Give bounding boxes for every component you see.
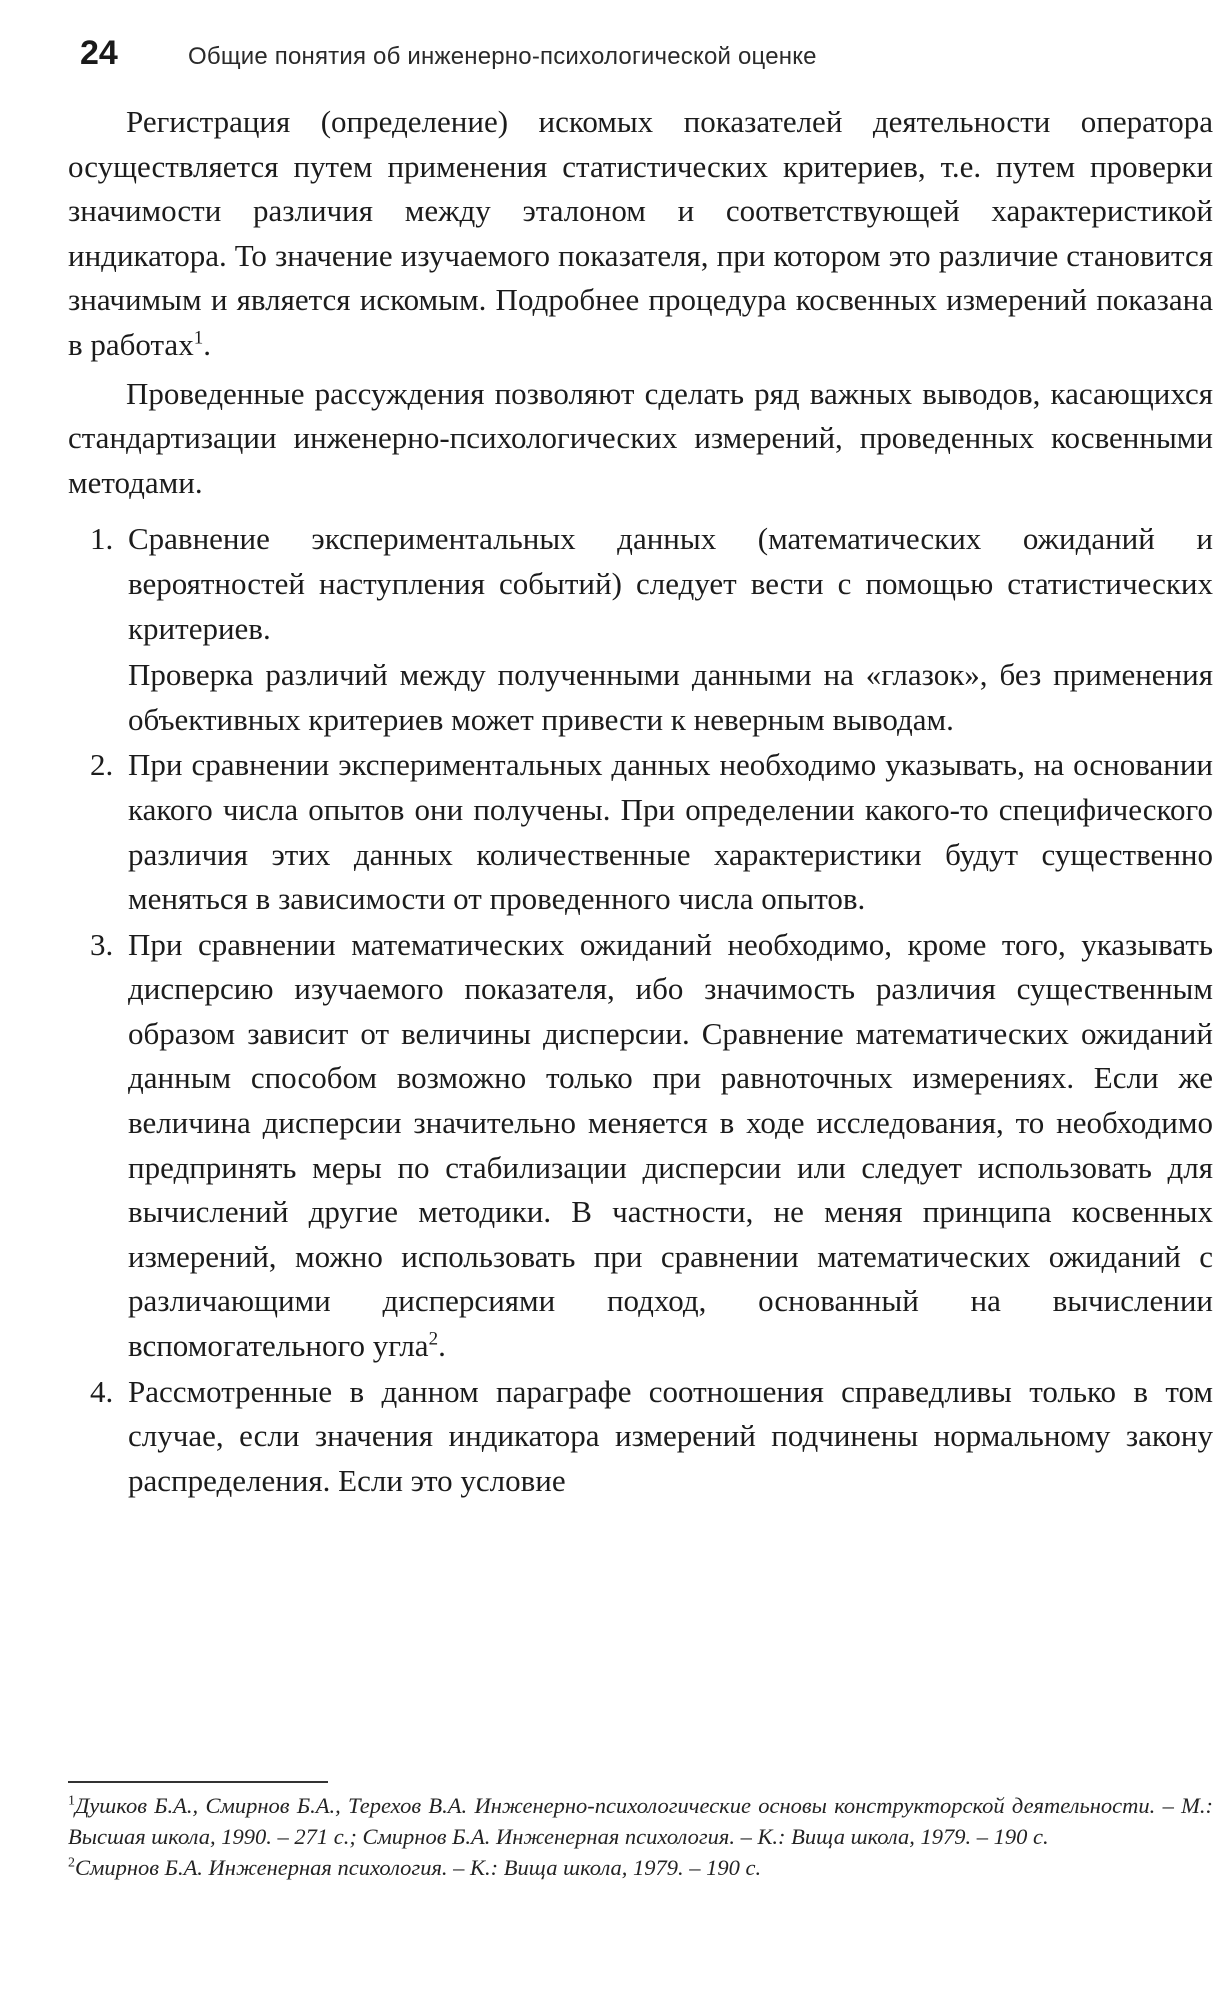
paragraph-tail: . — [203, 326, 211, 362]
list-item-text: При сравнении математических ожиданий необходимо, кроме того, указывать дисперсию изучаемого показателя, ибо значимость различия существенным образом зависит от величины дисперсии. Сравнение математических ожиданий данным способом возможно только при равноточных измерениях. Если же величина дисперсии значительно меняется в ходе исследования, то необходимо предпринять меры по стабилизации дисперсии или следует использовать для вычислений другие методики. В частности, не меняя принципа косвенных измерений, можно использовать при сравнении математических ожиданий с различающими дисперсиями подход, основанный на вычислении вспомогательного угла — [128, 926, 1213, 1364]
footnote-text: Душков Б.А., Смирнов Б.А., Терехов В.А. Инженерно-психологические основы конструкторской деятельности. – М.: Высшая школа, 1990. – 271 с.; Смирнов Б.А. Инженерная психология. – К.: Вища школа, 1979. – 190 с. — [68, 1793, 1213, 1849]
list-item-text: Рассмотренные в данном параграфе соотношения справедливы только в том случае, если значения индикатора измерений подчинены нормальному закону распределения. Если это условие — [128, 1373, 1213, 1498]
page-header — [80, 30, 1210, 90]
paragraph-text: Регистрация (определение) искомых показателей деятельности оператора осуществляется путем применения статистических критериев, т.е. путем проверки значимости различия между эталоном и соответствующей характеристикой индикатора. То значение изучаемого показателя, при котором это различие становится значимым и является искомым. Подробнее процедура косвенных измерений показана в работах — [68, 104, 1213, 362]
paragraph-text: Проведенные рассуждения позволяют сделать ряд важных выводов, касающихся стандартизации инженерно-психологических измерений, проведенных косвенными методами. — [68, 375, 1213, 500]
list-item — [68, 1370, 1213, 1504]
main-text — [68, 100, 1213, 1504]
footnotes — [68, 1790, 1213, 1883]
list-item-tail: . — [438, 1328, 446, 1364]
paragraph — [68, 372, 1213, 506]
footnote-marker: 2 — [68, 1855, 75, 1871]
list-item — [68, 517, 1213, 742]
paragraph — [68, 100, 1213, 368]
list-item-number: 3. — [90, 926, 114, 962]
footnote-marker: 1 — [68, 1793, 75, 1809]
list-item-number: 1. — [90, 521, 114, 557]
footnote-reference: 1 — [193, 327, 204, 349]
footnote — [68, 1852, 1213, 1883]
running-title: Общие понятия об инженерно-психологической оценке — [188, 43, 817, 70]
footnote-reference: 2 — [428, 1328, 439, 1350]
list-item-number: 2. — [90, 747, 114, 783]
list-item — [68, 743, 1213, 921]
list-item-text: При сравнении экспериментальных данных необходимо указывать, на основании какого числа опытов они получены. При определении какого-то специфического различия этих данных количественные характеристики будут существенно меняться в зависимости от проведенного числа опытов. — [128, 747, 1213, 917]
list-item-subtext: Проверка различий между полученными данными на «глазок», без применения объективных критериев может привести к неверным выводам. — [128, 657, 1213, 737]
list-item-text: Сравнение экспериментальных данных (математических ожиданий и вероятностей наступления событий) следует вести с помощью статистических критериев. — [128, 521, 1213, 646]
footnote-text: Смирнов Б.А. Инженерная психология. – К.: Вища школа, 1979. – 190 с. — [75, 1855, 762, 1880]
footnote-divider — [68, 1781, 328, 1783]
list-item-text-with-ref — [128, 923, 1213, 1369]
list-item-number: 4. — [90, 1373, 114, 1409]
conclusions-list — [68, 517, 1213, 1503]
page-number: 24 — [80, 34, 118, 72]
list-item — [68, 923, 1213, 1369]
footnote — [68, 1790, 1213, 1852]
